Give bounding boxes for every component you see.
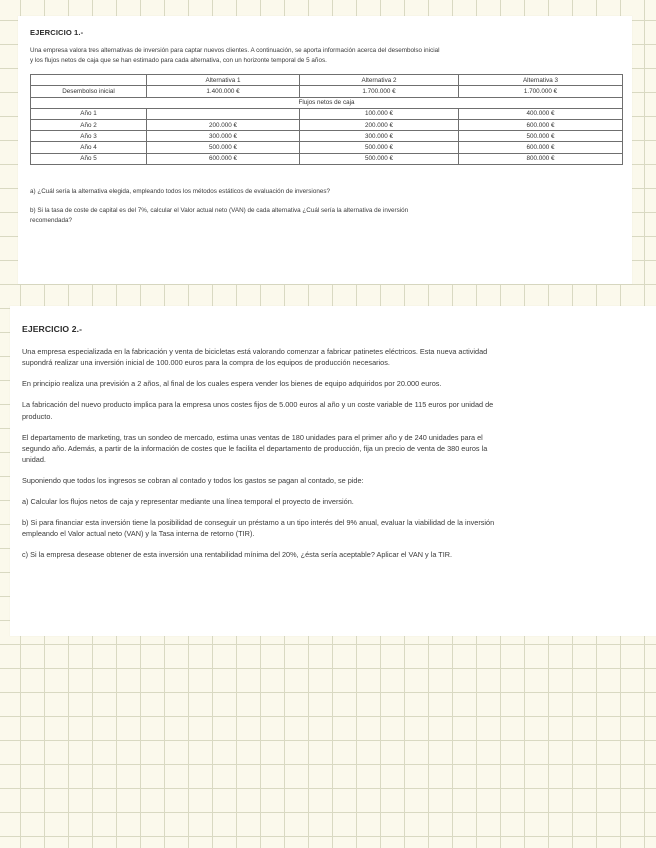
table-cell: 400.000 € bbox=[459, 108, 623, 119]
table-cell: 600.000 € bbox=[459, 142, 623, 153]
paragraph-line: supondrá realizar una inversión inicial de 100.000 euros para la compra de los equipos de producción necesarios. bbox=[22, 358, 390, 368]
table-cell: 500.000 € bbox=[300, 153, 459, 164]
exercise-2-paragraph-4 bbox=[22, 432, 656, 466]
paragraph-line: unidad. bbox=[22, 455, 46, 465]
table-cell: 500.000 € bbox=[459, 131, 623, 142]
paragraph-line: empleando el Valor actual neto (VAN) y la Tasa interna de retorno (TIR). bbox=[22, 529, 255, 539]
spacer bbox=[30, 196, 622, 206]
paragraph-line: producto. bbox=[22, 411, 53, 421]
table-cell: Año 4 bbox=[31, 142, 147, 153]
flows-header-cell: Flujos netos de caja bbox=[31, 97, 623, 108]
table-cell: 200.000 € bbox=[300, 119, 459, 130]
table-cell: 300.000 € bbox=[147, 131, 300, 142]
table-cell: Año 5 bbox=[31, 153, 147, 164]
table-cell: Desembolso inicial bbox=[31, 86, 147, 97]
table-cell: 500.000 € bbox=[147, 142, 300, 153]
exercise-1-title: EJERCICIO 1.- bbox=[30, 28, 84, 37]
exercise-2-title: EJERCICIO 2.- bbox=[22, 324, 83, 334]
table-cell: 1.400.000 € bbox=[147, 86, 300, 97]
exercise-2-question-c: c) Si la empresa desease obtener de esta inversión una rentabilidad mínima del 20%, ¿ésta sería aceptable? Aplicar el VAN y la TIR. bbox=[22, 550, 453, 560]
table-cell: Año 1 bbox=[31, 108, 147, 119]
table-cell: Año 3 bbox=[31, 131, 147, 142]
table-row bbox=[31, 119, 623, 130]
exercise-2-question-b bbox=[22, 517, 656, 540]
table-cell: 800.000 € bbox=[459, 153, 623, 164]
table-cell: 500.000 € bbox=[300, 142, 459, 153]
table-cell: 200.000 € bbox=[147, 119, 300, 130]
flows-header-row bbox=[31, 97, 623, 108]
table-cell: 600.000 € bbox=[147, 153, 300, 164]
paragraph-line: El departamento de marketing, tras un sondeo de mercado, estima unas ventas de 180 unidades para el primer año y de 240 unidades para el bbox=[22, 432, 483, 442]
paragraph-line: segundo año. Además, a partir de la información de costes que le facilita el departamento de producción, fija un precio de venta de 380 euros la bbox=[22, 443, 488, 453]
table-cell: 1.700.000 € bbox=[300, 86, 459, 97]
table-cell: 600.000 € bbox=[459, 119, 623, 130]
exercise-1-question-b-line-1: b) Si la tasa de coste de capital es del 7%, calcular el Valor actual neto (VAN) de cada alternativa ¿Cuál sería la alternativa de inversión bbox=[30, 207, 409, 215]
exercise-1-intro-line-2: y los flujos netos de caja que se han estimado para cada alternativa, con un horizonte temporal de 5 años. bbox=[30, 56, 327, 64]
exercise-2-content bbox=[22, 324, 656, 570]
exercise-1-question-b-line-2: recomendada? bbox=[30, 216, 73, 224]
table-cell: Año 2 bbox=[31, 119, 147, 130]
exercise-1-question-a: a) ¿Cuál sería la alternativa elegida, empleando todos los métodos estáticos de evaluación de inversiones? bbox=[30, 187, 330, 195]
exercise-1-sheet bbox=[18, 16, 632, 284]
table-header-cell bbox=[31, 75, 147, 86]
table-cell: 300.000 € bbox=[300, 131, 459, 142]
exercise-2-paragraph-1 bbox=[22, 346, 656, 369]
initial-outlay-row bbox=[31, 86, 623, 97]
exercise-2-paragraph-2: En principio realiza una previsión a 2 años, al final de los cuales espera vender los bienes de equipo adquiridos por 20.000 euros. bbox=[22, 379, 442, 389]
investment-table bbox=[30, 74, 623, 165]
exercise-1-content bbox=[30, 28, 622, 225]
paragraph-line: La fabricación del nuevo producto implica para la empresa unos costes fijos de 5.000 euros al año y un coste variable de 115 euros por unidad de bbox=[22, 400, 494, 410]
exercise-2-sheet bbox=[10, 306, 656, 636]
table-row bbox=[31, 153, 623, 164]
exercise-2-question-a: a) Calcular los flujos netos de caja y representar mediante una línea temporal el proyecto de inversión. bbox=[22, 497, 354, 507]
table-header-cell: Alternativa 3 bbox=[459, 75, 623, 86]
exercise-1-intro-line-1: Una empresa valora tres alternativas de inversión para captar nuevos clientes. A continuación, se aporta información acerca del desembolso inicial bbox=[30, 47, 440, 54]
table-cell bbox=[147, 108, 300, 119]
table-row bbox=[31, 131, 623, 142]
table-cell: 100.000 € bbox=[300, 108, 459, 119]
exercise-2-paragraph-5: Suponiendo que todos los ingresos se cobran al contado y todos los gastos se pagan al contado, se pide: bbox=[22, 476, 364, 486]
spacer bbox=[30, 165, 622, 187]
table-cell: 1.700.000 € bbox=[459, 86, 623, 97]
table-header-cell: Alternativa 2 bbox=[300, 75, 459, 86]
table-row bbox=[31, 108, 623, 119]
exercise-2-paragraph-3 bbox=[22, 399, 656, 422]
table-header-cell: Alternativa 1 bbox=[147, 75, 300, 86]
paragraph-line: b) Si para financiar esta inversión tiene la posibilidad de conseguir un préstamo a un tipo interés del 9% anual, evaluar la viabilidad de la inversión bbox=[22, 518, 495, 528]
paragraph-line: Una empresa especializada en la fabricación y venta de bicicletas está valorando comenzar a fabricar patinetes eléctricos. Esta nueva actividad bbox=[22, 347, 488, 356]
table-row bbox=[31, 142, 623, 153]
table-header-row bbox=[31, 75, 623, 86]
